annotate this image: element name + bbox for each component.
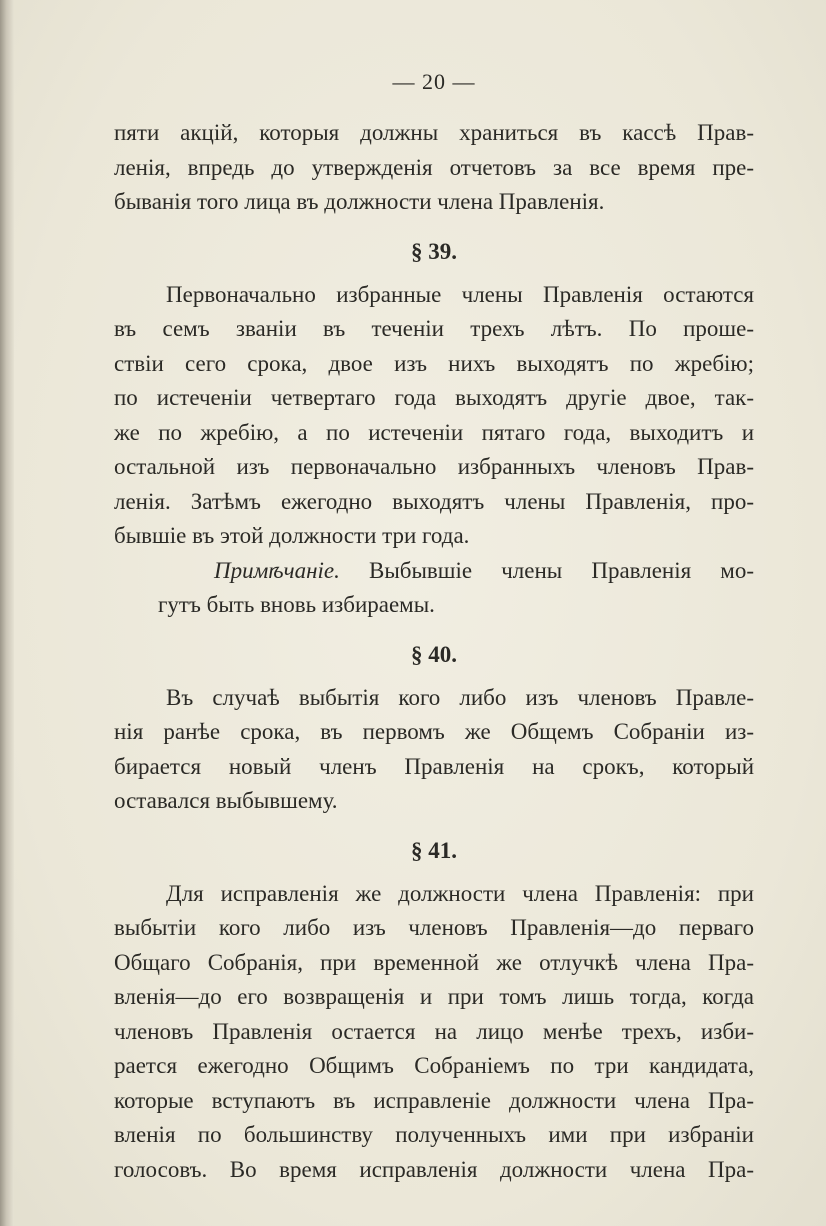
page-number: — 20 — (392, 69, 476, 94)
note-line (114, 554, 754, 589)
text-line: быванія того лица въ должности члена Правленія. (114, 189, 605, 214)
section-41-paragraph (114, 877, 754, 1188)
text-line: бирается новый членъ Правленія на срокъ, который (114, 753, 754, 779)
text-line: въ семъ званіи въ теченіи трехъ лѣтъ. По проше- (114, 316, 754, 341)
note-text: Выбывшіе члены Правленія мо- (339, 557, 754, 583)
text-line: вленія—до его возвращенія и при томъ лишь тогда, когда (114, 984, 754, 1009)
note-label: Примѣчаніе. (214, 557, 340, 583)
text-line: Первоначально избранные члены Правленія остаются (166, 281, 754, 307)
text-line: членовъ Правленія остается на лицо менѣе трехъ, изби- (114, 1018, 754, 1044)
text-line: оставался выбывшему. (114, 788, 338, 813)
text-line: же по жребію, а по истеченіи пятаго года, выходитъ и (114, 419, 754, 445)
section-39-paragraph (114, 278, 754, 554)
text-line: которые вступаютъ въ исправленіе должности члена Пра- (114, 1087, 754, 1113)
section-39-note (114, 554, 754, 623)
text-line: бывшіе въ этой должности три года. (114, 523, 470, 548)
section-heading-39: § 39. (411, 238, 457, 264)
text-line: ленія, впредь до утвержденія отчетовъ за все время пре- (114, 154, 754, 180)
text-line: Въ случаѣ выбытія кого либо изъ членовъ Правле- (166, 684, 754, 710)
intro-paragraph (114, 116, 754, 220)
section-heading-40: § 40. (411, 641, 457, 667)
text-line: остальной изъ первоначально избранныхъ членовъ Прав- (114, 454, 754, 479)
text-line: Общаго Собранія, при временной же отлучкѣ члена Пра- (114, 949, 754, 975)
section-40-paragraph (114, 681, 754, 819)
text-line: ствіи сего срока, двое изъ нихъ выходятъ по жребію; (114, 350, 754, 376)
text-line: вленія по большинству полученныхъ ими при избраніи (114, 1122, 754, 1147)
binding-edge (0, 0, 14, 1226)
text-line: пяти акцій, которыя должны храниться въ кассѣ Прав- (114, 120, 754, 145)
text-line: по истеченіи четвертаго года выходятъ другіе двое, так- (114, 385, 754, 410)
text-line: голосовъ. Во время исправленія должности члена Пра- (114, 1156, 754, 1182)
page-content (114, 64, 754, 1187)
note-line: гутъ быть вновь избираемы. (158, 592, 435, 617)
section-heading-41: § 41. (411, 837, 457, 863)
text-line: ленія. Затѣмъ ежегодно выходятъ члены Правленія, про- (114, 488, 754, 514)
text-line: Для исправленія же должности члена Правленія: при (166, 880, 754, 906)
text-line: выбытіи кого либо изъ членовъ Правленія—до перваго (114, 915, 754, 940)
text-line: рается ежегодно Общимъ Собраніемъ по три кандидата, (114, 1053, 754, 1078)
text-line: нія ранѣе срока, въ первомъ же Общемъ Собраніи из- (114, 719, 754, 744)
